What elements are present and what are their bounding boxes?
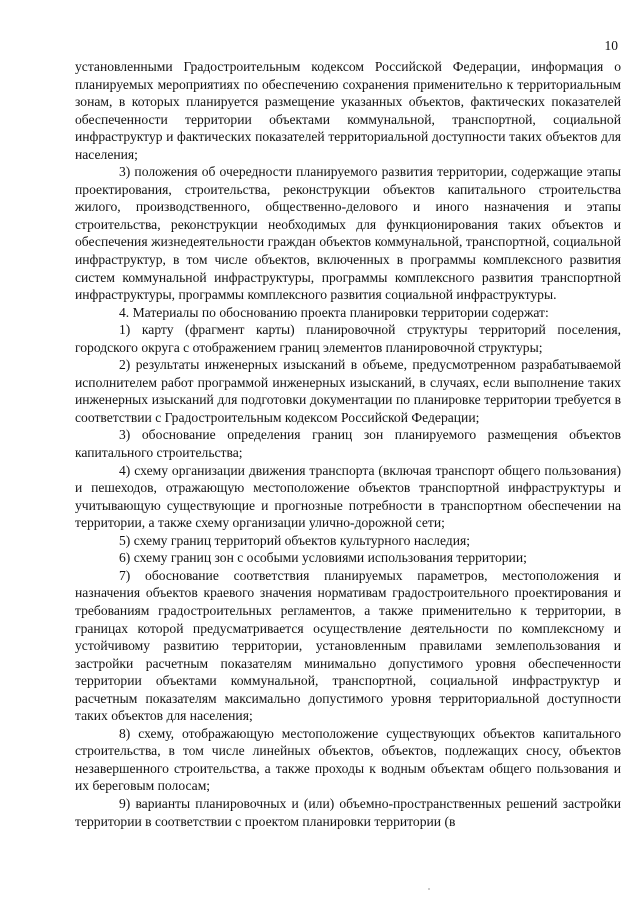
paragraph: 3) обоснование определения границ зон планируемого размещения объектов капитального строительства; — [75, 427, 621, 461]
paragraph: 2) результаты инженерных изысканий в объеме, предусмотренном разрабатываемой исполнителем работ программой инженерных изысканий, в случаях, если выполнение таких инженерных изысканий для подготовки документации по планировке территории требуется в соответствии с Градостроительным кодексом Российской Федерации; — [75, 357, 621, 425]
paragraph: 9) варианты планировочных и (или) объемно-пространственных решений застройки территории в соответствии с проектом планировки территории (в — [75, 795, 621, 829]
paragraph: 8) схему, отображающую местоположение существующих объектов капитального строительства, в том числе линейных объектов, объектов, подлежащих сносу, объектов незавершенного строительства, а также проходы к водным объектам общего пользования и их береговым полосам; — [75, 725, 621, 794]
paragraph: 5) схему границ территорий объектов культурного наследия; — [119, 532, 471, 548]
paragraph: 3) положения об очередности планируемого развития территории, содержащие этапы проектирования, строительства, реконструкции объектов капитального строительства жилого, производственного, общественно-делового и иного назначения и этапы строительства, реконструкции необходимых для функционирования таких объектов и обеспечения жизнедеятельности граждан объектов коммунальной, транспортной, социальной инфраструктур, в том числе объектов, включенных в программы комплексного развития систем коммунальной инфраструктуры, программы комплексного развития транспортной инфраструктуры, программы комплексного развития социальной инфраструктуры. — [75, 164, 621, 303]
paragraph: 4) схему организации движения транспорта (включая транспорт общего пользования) и пешеходов, отражающую местоположение объектов транспортной инфраструктуры и учитывающую существующие и прогнозные потребности в транспортном обеспечении на территории, а также схему организации улично-дорожной сети; — [75, 462, 621, 531]
scan-speck — [428, 888, 430, 890]
paragraph: 1) карту (фрагмент карты) планировочной структуры территорий поселения, городского округа с отображением границ элементов планировочной структуры; — [75, 322, 621, 355]
document-body — [75, 58, 621, 830]
paragraph: установленными Градостроительным кодексом Российской Федерации, информация о планируемых мероприятиях по обеспечению сохранения применительно к территориальным зонам, в которых планируется размещение указанных объектов, фактических показателей обеспеченности территории объектами коммунальной, транспортной, социальной инфраструктур и фактических показателей территориальной доступности таких объектов для населения; — [75, 59, 621, 162]
paragraph: 7) обоснование соответствия планируемых параметров, местоположения и назначения объектов краевого значения нормативам градостроительного проектирования и требованиям градостроительных регламентов, а также применительно к территории, в границах которой предусматривается осуществление деятельности по комплексному и устойчивому развитию территории, установленным правилами землепользования и застройки расчетным показателям минимально допустимого уровня обеспеченности территории объектами коммунальной, транспортной, социальной инфраструктур и расчетным показателям максимально допустимого уровня территориальной доступности таких объектов для населения; — [75, 567, 621, 724]
paragraph: 4. Материалы по обоснованию проекта планировки территории содержат: — [119, 304, 549, 320]
page-number: 10 — [604, 38, 618, 53]
paragraph: 6) схему границ зон с особыми условиями использования территории; — [119, 550, 527, 566]
